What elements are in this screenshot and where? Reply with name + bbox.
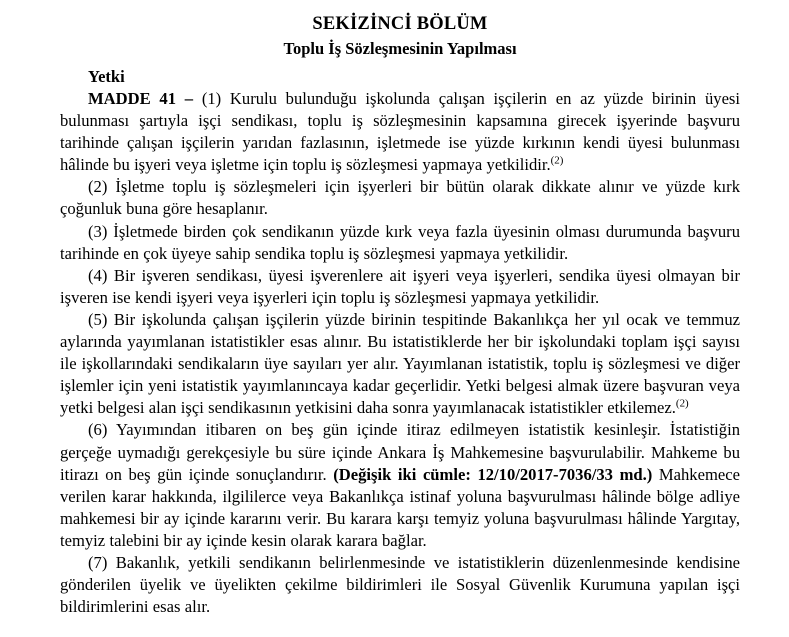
- paragraph-2: (2) İşletme toplu iş sözleşmeleri için işyerleri bir bütün olarak dikkate alınır ve yüzde kırk çoğunluk buna göre hesaplanır.: [60, 177, 740, 219]
- paragraph-4: (4) Bir işveren sendikası, üyesi işverenlere ait işyeri veya işyerleri, sendika üyesi olmayan bir işveren ise kendi işyeri veya işyerleri için toplu iş sözleşmesi yapmaya yetkilidir.: [60, 265, 740, 307]
- footnote-ref-2b: (2): [675, 397, 689, 410]
- paragraph-5: [60, 309, 740, 419]
- paragraph-6-text-after-amendment: Mahkemece verilen karar hakkında, ilgililerce veya Bakanlıkça istinaf yoluna başvurulması hâlinde bölge adliye mahkemesi bir ay içinde kararını verir. Bu karara karşı temyiz yoluna başvurulması hâlinde Yargıtay, temyiz talebini bir ay içinde kesin olarak karara bağlar.: [60, 464, 740, 550]
- chapter-heading-block: [60, 10, 740, 60]
- amendment-note: (Değişik iki cümle: 12/10/2017-7036/33 md.): [333, 464, 653, 484]
- paragraph-7: (7) Bakanlık, yetkili sendikanın belirlenmesinde ve istatistiklerin düzenlenmesinde kendisine gönderilen üyelik ve üyelikten çekilme bildirimleri ile Sosyal Güvenlik Kurumuna yapılan işçi bildirimlerini esas alır.: [60, 552, 740, 617]
- side-heading-yetki: Yetki: [88, 67, 125, 86]
- paragraph-3: (3) İşletmede birden çok sendikanın yüzde kırk veya fazla üyesinin olması durumunda başvuru tarihinde en çok üyeye sahip sendika toplu iş sözleşmesi yapmaya yetkilidir.: [60, 221, 740, 263]
- paragraph-1: [60, 88, 740, 176]
- paragraph-5-text: (5) Bir işkolunda çalışan işçilerin yüzde birinin tespitinde Bakanlıkça her yıl ocak ve temmuz aylarında yayımlanan istatistikler esas alınır. Bu istatistiklerde her bir işkolundaki toplam işçi sayısı ile işkollarındaki sendikaların üye sayıları yer alır. Yayımlanan istatistik, toplu iş sözleşmesi ve diğer işlemler için yeni istatistik yayımlanıncaya kadar geçerlidir. Yetki belgesi almak üzere başvuran veya yetki belgesi alan işçi sendikasının yetkisini daha sonra yayımlanacak istatistikler etkilemez.: [60, 309, 740, 418]
- paragraph-6: [60, 419, 740, 552]
- paragraph-1-text: (1) Kurulu bulunduğu işkolunda çalışan işçilerin en az yüzde birinin üyesi bulunması şartıyla işçi sendikası, toplu iş sözleşmesinin kapsamına girecek işyerinde başvuru tarihinde çalışan işçilerin yarıdan fazlasının, işletmede ise yüzde kırkının kendi üyesi bulunması hâlinde bu işyeri veya işletme için toplu iş sözleşmesi yapmaya yetkilidir.: [60, 89, 741, 175]
- chapter-subtitle: Toplu İş Sözleşmesinin Yapılması: [283, 39, 517, 58]
- chapter-title: SEKİZİNCİ BÖLÜM: [312, 14, 488, 34]
- paragraph-6-text-before-amendment: (6) Yayımından itibaren on beş gün içinde itiraz edilmeyen istatistik kesinleşir. İstatistiğin gerçeğe uymadığı gerekçesiyle bu süre içinde Ankara İş Mahkemesine başvurulabilir. Mahkeme bu itirazı on beş gün içinde sonuçlandırır.: [60, 420, 740, 484]
- article-label: MADDE 41 –: [88, 89, 194, 108]
- footnote-ref-2a: (2): [550, 154, 564, 167]
